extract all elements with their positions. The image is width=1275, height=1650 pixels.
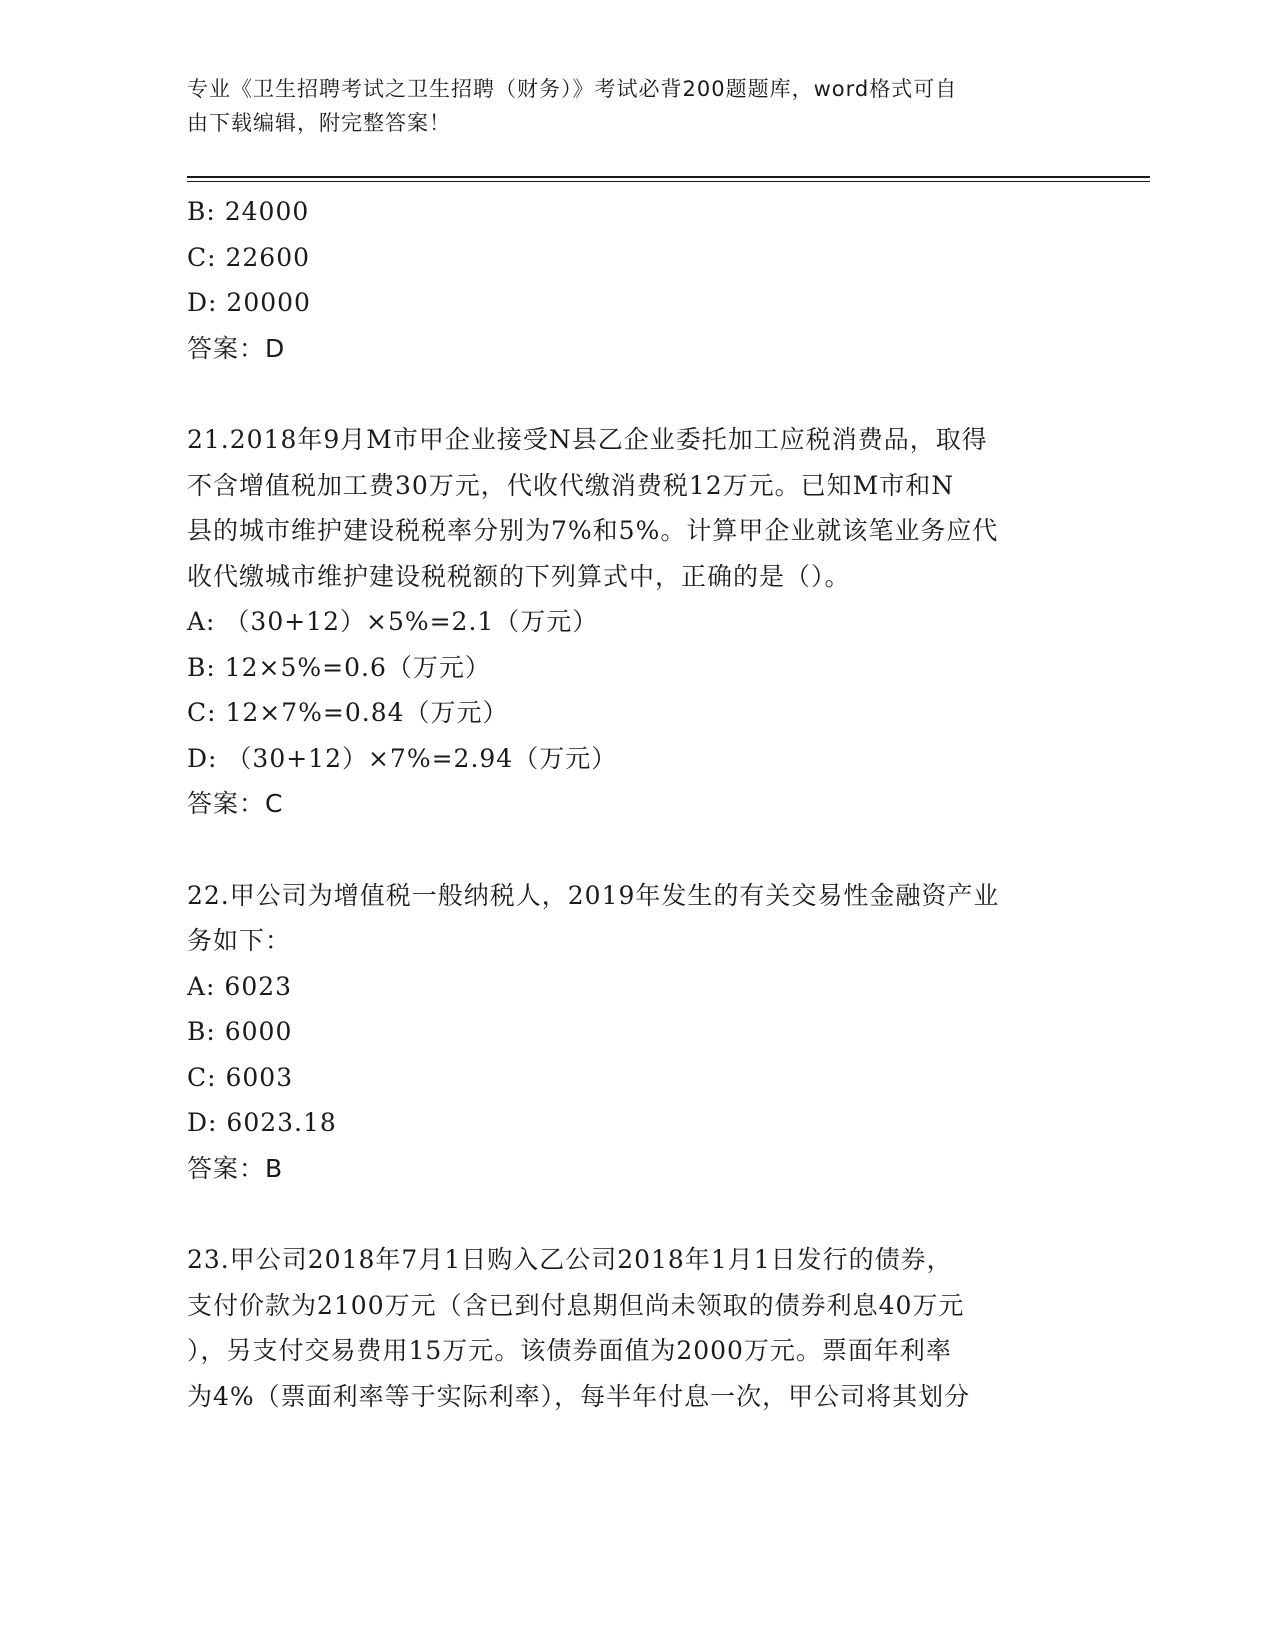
option-b: B: 24000	[187, 197, 310, 226]
question-23	[187, 1237, 1087, 1419]
option-d: D: （30+12）×7%=2.94（万元）	[187, 743, 618, 773]
question-21	[187, 417, 1087, 827]
question-text: 支付价款为2100万元（含已到付息期但尚未领取的债券利息40万元	[187, 1290, 965, 1320]
question-text: 不含增值税加工费30万元，代收代缴消费税12万元。已知M市和N	[187, 470, 955, 500]
question-text: 22.甲公司为增值税一般纳税人，2019年发生的有关交易性金融资产业	[187, 880, 1000, 910]
header-line-1: 专业《卫生招聘考试之卫生招聘（财务）》考试必背200题题库，word格式可自	[187, 77, 958, 101]
header-divider-thin	[187, 181, 1150, 182]
option-c: C: 12×7%=0.84（万元）	[187, 698, 509, 727]
document-body	[187, 189, 1087, 1419]
spacer	[187, 371, 1087, 417]
question-text: 县的城市维护建设税税率分别为7%和5%。计算甲企业就该笔业务应代	[187, 516, 999, 545]
question-text: 为4%（票面利率等于实际利率），每半年付息一次，甲公司将其划分	[187, 1381, 971, 1411]
question-20-tail	[187, 189, 1087, 371]
header-divider-thick	[187, 176, 1150, 178]
answer: 答案：B	[187, 1153, 284, 1183]
document-header	[187, 72, 1067, 140]
question-text: 务如下：	[187, 926, 292, 955]
option-a: A: 6023	[187, 971, 293, 1001]
question-text: 21.2018年9月M市甲企业接受N县乙企业委托加工应税消费品，取得	[187, 425, 988, 454]
option-a: A: （30+12）×5%=2.1（万元）	[187, 607, 599, 636]
option-c: C: 22600	[187, 242, 311, 272]
question-text: ），另支付交易费用15万元。该债券面值为2000万元。票面年利率	[187, 1336, 952, 1365]
question-22	[187, 873, 1087, 1192]
question-text: 23.甲公司2018年7月1日购入乙公司2018年1月1日发行的债券，	[187, 1245, 953, 1274]
option-b: B: 12×5%=0.6（万元）	[187, 652, 491, 682]
spacer	[187, 1191, 1087, 1237]
option-d: D: 6023.18	[187, 1108, 337, 1137]
answer: 答案：D	[187, 333, 286, 363]
spacer	[187, 827, 1087, 873]
option-b: B: 6000	[187, 1017, 293, 1046]
answer: 答案：C	[187, 789, 284, 818]
option-c: C: 6003	[187, 1062, 294, 1092]
header-line-2: 由下载编辑，附完整答案！	[187, 111, 451, 135]
question-text: 收代缴城市维护建设税税额的下列算式中，正确的是（）。	[187, 561, 851, 591]
option-d: D: 20000	[187, 288, 311, 317]
